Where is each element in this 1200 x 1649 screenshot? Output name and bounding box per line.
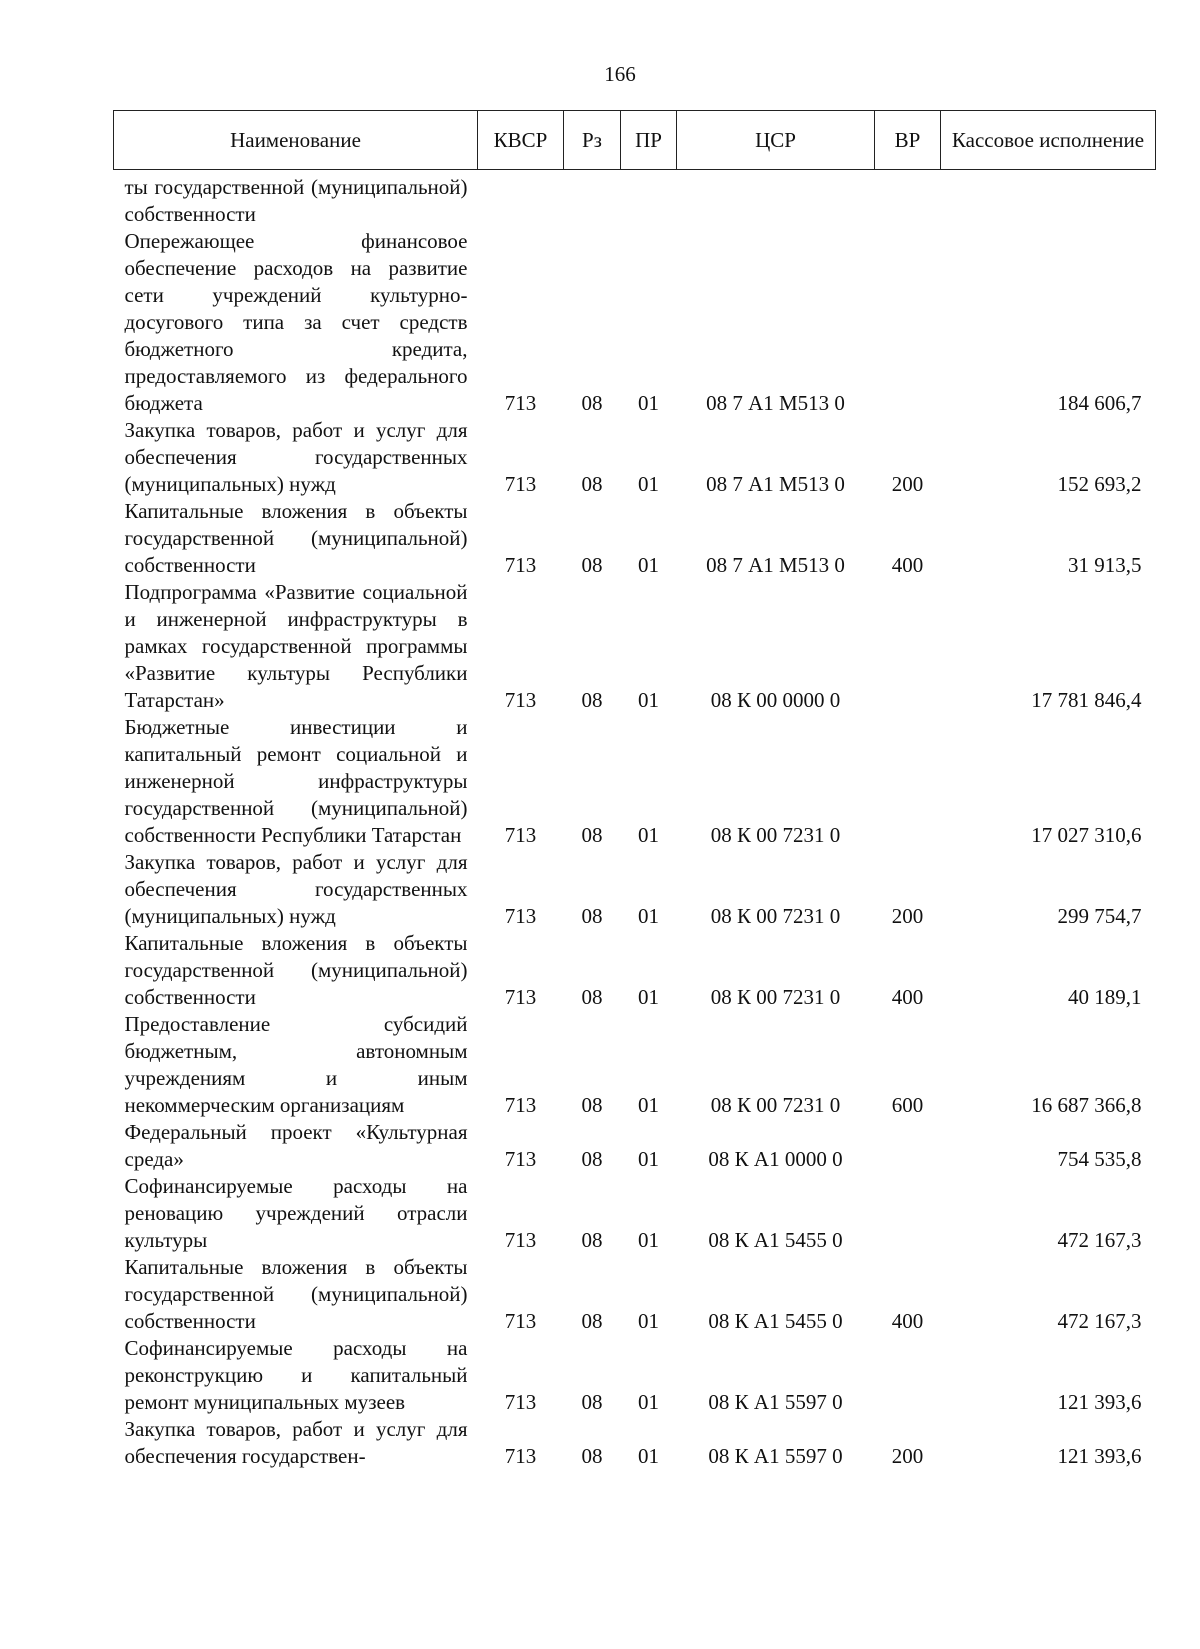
cell-amount: 472 167,3	[1057, 1309, 1142, 1333]
cell-vr: 200	[891, 1444, 924, 1468]
table-row	[114, 1335, 1156, 1416]
cell-pr: 01	[638, 1093, 659, 1117]
cell-pr: 01	[638, 904, 659, 928]
cell-amount: 17 781 846,4	[1031, 688, 1142, 712]
cell-name: Бюджетные инвестиции и капитальный ремонт социальной и инженерной инфраструктуры государственной (муниципальной) собственности Республики Татарстан	[124, 715, 468, 847]
cell-amount: 472 167,3	[1057, 1228, 1142, 1252]
cell-vr	[875, 1173, 941, 1254]
cell-csr: 08 К 00 7231 0	[710, 904, 841, 928]
cell-amount: 121 393,6	[1057, 1444, 1142, 1468]
cell-csr: 08 К А1 0000 0	[708, 1147, 843, 1171]
header-kvsr: КВСР	[478, 111, 564, 170]
cell-kvsr: 713	[504, 823, 537, 847]
cell-csr: 08 К А1 5455 0	[708, 1309, 843, 1333]
table-row	[114, 1119, 1156, 1173]
cell-rz: 08	[581, 1228, 603, 1252]
cell-rz: 08	[581, 1093, 603, 1117]
cell-pr: 01	[638, 1147, 659, 1171]
cell-kvsr	[478, 170, 564, 229]
cell-amount: 31 913,5	[1068, 553, 1142, 577]
cell-amount: 299 754,7	[1057, 904, 1142, 928]
cell-amount: 121 393,6	[1057, 1390, 1142, 1414]
cell-vr: 400	[891, 553, 924, 577]
cell-kvsr: 713	[504, 688, 537, 712]
cell-vr	[875, 1119, 941, 1173]
cell-kvsr: 713	[504, 472, 537, 496]
cell-amount	[941, 170, 1156, 229]
cell-vr	[875, 228, 941, 417]
cell-csr: 08 К 00 7231 0	[710, 985, 841, 1009]
cell-name: Опережающее финансовое обеспечение расходов на развитие сети учреждений культурно-досугового типа за счет средств бюджетного кредита, предоставляемого из федерального бюджета	[124, 229, 468, 415]
cell-name: Капитальные вложения в объекты государственной (муниципальной) собственности	[124, 931, 468, 1009]
cell-vr: 200	[891, 904, 924, 928]
cell-name: Предоставление субсидий бюджетным, автономным учреждениям и иным некоммерческим организациям	[124, 1012, 468, 1117]
cell-rz: 08	[581, 985, 603, 1009]
cell-name: Софинансируемые расходы на реконструкцию и капитальный ремонт муниципальных музеев	[124, 1336, 468, 1414]
cell-csr: 08 7 А1 М513 0	[706, 391, 845, 415]
cell-name: Закупка товаров, работ и услуг для обеспечения государственных (муниципальных) нужд	[124, 850, 468, 928]
cell-vr	[875, 170, 941, 229]
cell-name: Закупка товаров, работ и услуг для обеспечения государствен-	[124, 1417, 468, 1468]
cell-csr: 08 К 00 7231 0	[710, 823, 841, 847]
cell-pr: 01	[638, 1390, 659, 1414]
cell-pr: 01	[638, 391, 659, 415]
cell-csr: 08 К 00 7231 0	[710, 1093, 841, 1117]
cell-csr: 08 К А1 5597 0	[708, 1390, 843, 1414]
header-vr: ВР	[875, 111, 941, 170]
cell-kvsr: 713	[504, 1147, 537, 1171]
cell-kvsr: 713	[504, 1444, 537, 1468]
cell-kvsr: 713	[504, 391, 537, 415]
cell-pr: 01	[638, 985, 659, 1009]
cell-vr: 600	[891, 1093, 924, 1117]
table-row	[114, 228, 1156, 417]
table-body	[114, 170, 1156, 1471]
cell-rz: 08	[581, 553, 603, 577]
cell-csr	[677, 170, 875, 229]
cell-amount: 16 687 366,8	[1031, 1093, 1142, 1117]
cell-pr: 01	[638, 1228, 659, 1252]
cell-pr: 01	[638, 553, 659, 577]
cell-amount: 17 027 310,6	[1031, 823, 1142, 847]
table-row	[114, 498, 1156, 579]
header-amount: Кассовое исполнение	[941, 111, 1156, 170]
table-row	[114, 849, 1156, 930]
cell-csr: 08 К А1 5597 0	[708, 1444, 843, 1468]
cell-pr	[621, 170, 677, 229]
cell-pr: 01	[638, 1444, 659, 1468]
cell-rz: 08	[581, 823, 603, 847]
cell-amount: 152 693,2	[1057, 472, 1142, 496]
cell-name: Подпрограмма «Развитие социальной и инженерной инфраструктуры в рамках государственной программы «Развитие культуры Республики Татарстан»	[124, 580, 468, 712]
table-row	[114, 579, 1156, 714]
cell-pr: 01	[638, 688, 659, 712]
header-csr: ЦСР	[677, 111, 875, 170]
cell-vr	[875, 579, 941, 714]
cell-amount: 754 535,8	[1057, 1147, 1142, 1171]
table-row	[114, 1254, 1156, 1335]
table-row	[114, 714, 1156, 849]
cell-csr: 08 7 А1 М513 0	[706, 553, 845, 577]
header-row	[114, 111, 1156, 170]
cell-kvsr: 713	[504, 553, 537, 577]
cell-name: Капитальные вложения в объекты государственной (муниципальной) собственности	[124, 1255, 468, 1333]
cell-vr: 400	[891, 1309, 924, 1333]
cell-rz	[564, 170, 621, 229]
cell-vr: 200	[891, 472, 924, 496]
cell-kvsr: 713	[504, 985, 537, 1009]
cell-csr: 08 7 А1 М513 0	[706, 472, 845, 496]
cell-vr: 400	[891, 985, 924, 1009]
cell-kvsr: 713	[504, 1228, 537, 1252]
cell-name: Софинансируемые расходы на реновацию учреждений отрасли культуры	[124, 1174, 468, 1252]
cell-amount: 40 189,1	[1068, 985, 1142, 1009]
cell-kvsr: 713	[504, 1093, 537, 1117]
cell-name: ты государственной (муниципальной) собственности	[124, 175, 468, 226]
cell-rz: 08	[581, 1309, 603, 1333]
cell-rz: 08	[581, 904, 603, 928]
table-row	[114, 930, 1156, 1011]
cell-pr: 01	[638, 823, 659, 847]
table-row	[114, 1173, 1156, 1254]
cell-rz: 08	[581, 391, 603, 415]
table-row	[114, 1011, 1156, 1119]
table-row	[114, 170, 1156, 229]
cell-kvsr: 713	[504, 1309, 537, 1333]
cell-rz: 08	[581, 1147, 603, 1171]
cell-csr: 08 К А1 5455 0	[708, 1228, 843, 1252]
cell-vr	[875, 1335, 941, 1416]
header-name: Наименование	[114, 111, 478, 170]
header-pr: ПР	[621, 111, 677, 170]
cell-name: Федеральный проект «Культурная среда»	[124, 1120, 468, 1171]
cell-name: Капитальные вложения в объекты государственной (муниципальной) собственности	[124, 499, 468, 577]
cell-rz: 08	[581, 688, 603, 712]
cell-amount: 184 606,7	[1057, 391, 1142, 415]
cell-vr	[875, 714, 941, 849]
cell-kvsr: 713	[504, 1390, 537, 1414]
cell-rz: 08	[581, 1444, 603, 1468]
table-row	[114, 1416, 1156, 1470]
cell-rz: 08	[581, 472, 603, 496]
cell-pr: 01	[638, 472, 659, 496]
page-number: 166	[604, 62, 636, 86]
cell-pr: 01	[638, 1309, 659, 1333]
table-row	[114, 417, 1156, 498]
cell-kvsr: 713	[504, 904, 537, 928]
header-rz: Рз	[564, 111, 621, 170]
cell-name: Закупка товаров, работ и услуг для обеспечения государственных (муниципальных) нужд	[124, 418, 468, 496]
cell-rz: 08	[581, 1390, 603, 1414]
budget-table	[113, 110, 1156, 1470]
cell-csr: 08 К 00 0000 0	[710, 688, 841, 712]
